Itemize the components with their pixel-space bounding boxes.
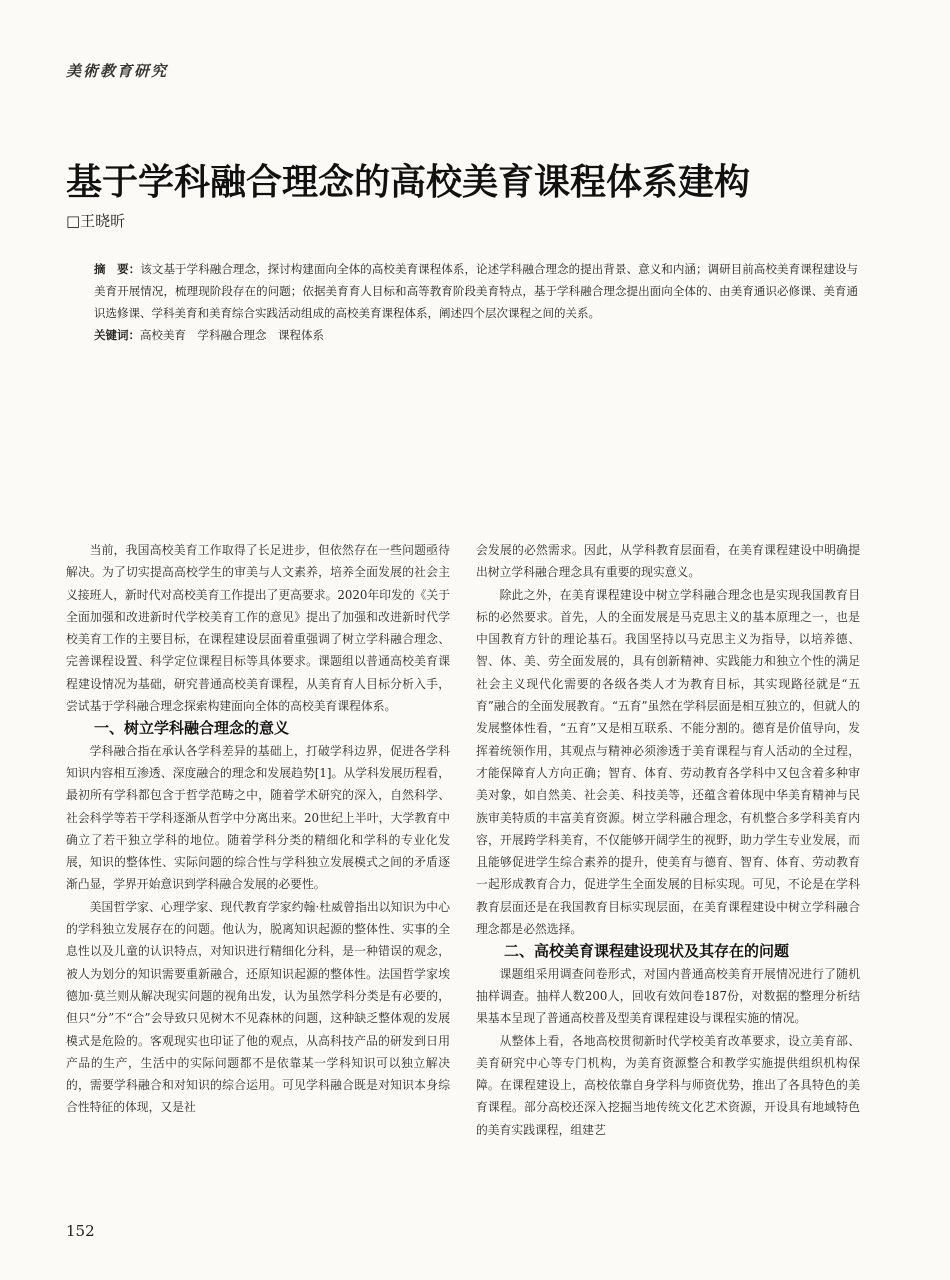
keywords-line (66, 324, 858, 346)
keywords-text: 高校美育 学科融合理念 课程体系 (140, 328, 324, 342)
body-paragraph: 除此之外，在美育课程建设中树立学科融合理念也是实现我国教育目标的必然要求。首先，人的全面发展是马克思主义的基本原理之一，也是中国教育方针的理论基石。我国坚持以马克思主义为指导，以培养德、智、体、美、劳全面发展的，具有创新精神、实践能力和独立个性的满足社会主义现代化需要的各级各类人才为教育目标，其实现路径就是“五育”融合的全面发展教育。“五育”虽然在学科层面是相互独立的，但就人的发展整体性看，“五育”又是相互联系、不能分割的。德育是价值导向，发挥着统领作用，其观点与精神必须渗透于美育课程与育人活动的全过程，才能保障育人方向正确；智育、体育、劳动教育各学科中又包含着多种审美对象，如自然美、社会美、科技美等，还蕴含着体现中华美育精神与民族审美特质的丰富美育资源。树立学科融合理念，有机整合多学科美育内容，开展跨学科美育，不仅能够开阔学生的视野，助力学生专业发展，而且能够促进学生综合素养的提升，使美育与德育、智育、体育、劳动教育一起形成教育合力，促进学生全面发展的目标实现。可见，不论是在学科教育层面还是在我国教育目标实现层面，在美育课程建设中树立学科融合理念都是必然选择。 (476, 587, 860, 937)
abstract-label: 摘 要： (94, 262, 141, 276)
article-author: □王晓昕 (66, 212, 126, 230)
page-number: 152 (66, 1222, 95, 1240)
journal-running-head: 美術教育研究 (66, 62, 169, 80)
abstract-paragraph (66, 258, 858, 324)
body-paragraph: 课题组采用调查问卷形式，对国内普通高校美育开展情况进行了随机抽样调查。抽样人数200人，回收有效问卷187份，对数据的整理分析结果基本呈现了普通高校普及型美育课程建设与课程实施的情况。 (476, 966, 860, 1026)
body-paragraph: 美国哲学家、心理学家、现代教育学家约翰·杜威曾指出以知识为中心的学科独立发展存在的问题。他认为，脱离知识起源的整体性、实事的全息性以及儿童的认识特点，对知识进行精细化分科，是一种错误的观念，被人为划分的知识需要重新融合，还原知识起源的整体性。法国哲学家埃德加·莫兰则从解决现实问题的视角出发，认为虽然学科分类是有必要的，但只“分”不“合”会导致只见树木不见森林的问题，这种缺乏整体观的发展模式是危险的。客观现实也印证了他的观点，从高科技产品的研发到日用产品的生产，生活中的实际问题都不是依靠某一学科知识可以独立解决的，需要学科融合和对知识的综合运用。可见学科融合既是对知识本身综合性特征的体现，又是社 (66, 899, 450, 1115)
body-paragraph: 从整体上看，各地高校贯彻新时代学校美育改革要求，设立美育部、美育研究中心等专门机构，为美育资源整合和教学实施提供组织机构保障。在课程建设上，高校依靠自身学科与师资优势，推出了各具特色的美育课程。部分高校还深入挖掘当地传统文化艺术资源，开设具有地域特色的美育实践课程，组建艺 (476, 1033, 860, 1137)
body-paragraph: 会发展的必然需求。因此，从学科教育层面看，在美育课程建设中明确提出树立学科融合理念具有重要的现实意义。 (476, 543, 860, 580)
abstract-block (66, 258, 858, 346)
article-title: 基于学科融合理念的高校美育课程体系建构 (66, 162, 751, 203)
body-column-right (476, 539, 860, 1141)
body-column-left (66, 539, 450, 1119)
section-heading: 二、高校美育课程建设现状及其存在的问题 (504, 942, 790, 961)
section-heading: 一、树立学科融合理念的意义 (94, 719, 290, 738)
abstract-text: 该文基于学科融合理念，探讨构建面向全体的高校美育课程体系，论述学科融合理念的提出背景、意义和内涵；调研目前高校美育课程建设与美育开展情况，梳理现阶段存在的问题；依据美育育人目标和高等教育阶段美育特点，基于学科融合理念提出面向全体的、由美育通识必修课、美育通识选修课、学科美育和美育综合实践活动组成的高校美育课程体系，阐述四个层次课程之间的关系。 (94, 262, 858, 320)
body-paragraph: 当前，我国高校美育工作取得了长足进步，但依然存在一些问题亟待解决。为了切实提高高校学生的审美与人文素养，培养全面发展的社会主义接班人，新时代对高校美育工作提出了更高要求。2020年印发的《关于全面加强和改进新时代学校美育工作的意见》提出了加强和改进新时代学校美育工作的主要目标，在课程建设层面着重强调了树立学科融合理念、完善课程设置、科学定位课程目标等具体要求。课题组以普通高校美育课程建设情况为基础，研究普通高校美育课程，从美育育人目标分析入手，尝试基于学科融合理念探索构建面向全体的高校美育课程体系。 (66, 543, 450, 714)
body-paragraph: 学科融合指在承认各学科差异的基础上，打破学科边界，促进各学科知识内容相互渗透、深度融合的理念和发展趋势[1]。从学科发展历程看，最初所有学科都包含于哲学范畴之中，随着学术研究的深入，自然科学、社会科学等若干学科逐渐从哲学中分离出来。20世纪上半叶，大学教育中确立了若干独立学科的地位。随着学科分类的精细化和学科的专业化发展，知识的整体性、实际问题的综合性与学科独立发展模式之间的矛盾逐渐凸显，学界开始意识到学科融合发展的必要性。 (66, 743, 450, 892)
keywords-label: 关键词： (94, 328, 140, 342)
